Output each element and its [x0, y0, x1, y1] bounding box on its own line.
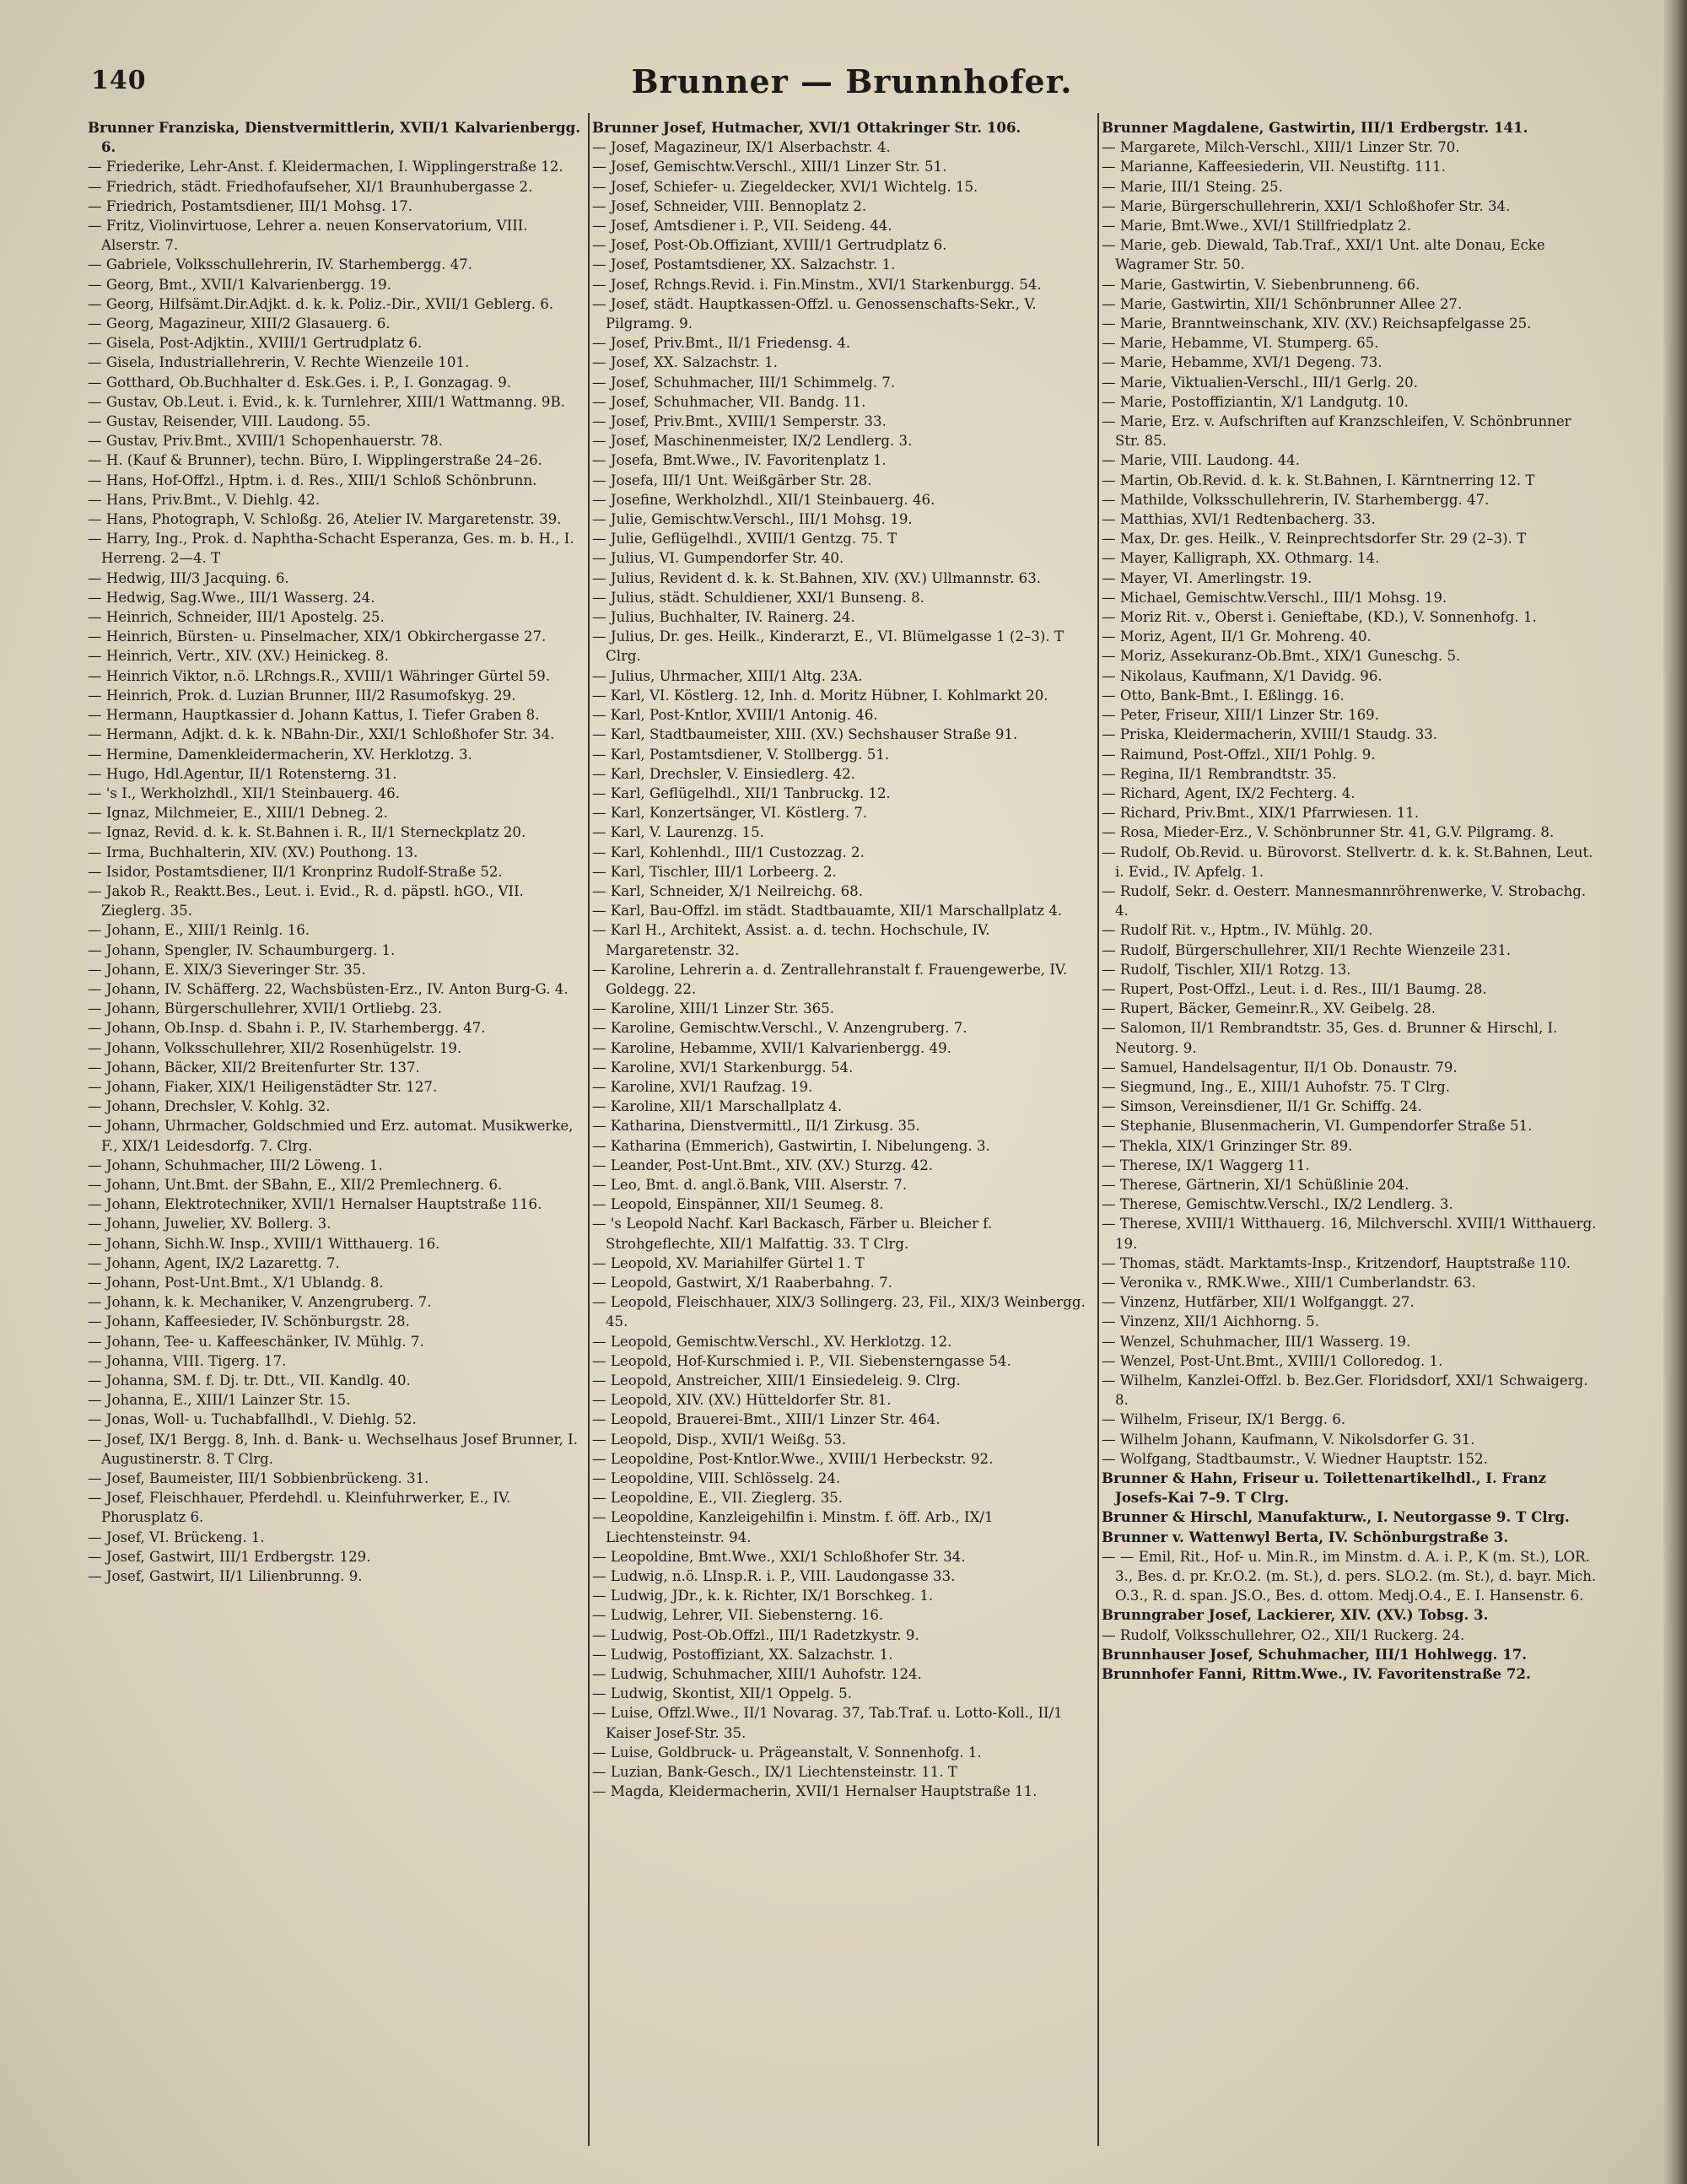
directory-entry: — Josef, Schuhmacher, VII. Bandg. 11.	[592, 393, 866, 410]
directory-entry: — Josef, IX/1 Bergg. 8, Inh. d. Bank- u. Wechselhaus Josef Brunner, I. Augustinerstr. 8. T Clrg.	[88, 1431, 578, 1467]
directory-column-3	[1102, 118, 1598, 2151]
directory-entry: — Johann, Spengler, IV. Schaumburgerg. 1.	[88, 941, 396, 958]
directory-entry: — Leopold, Disp., XVII/1 Weißg. 53.	[592, 1431, 847, 1448]
directory-entry: — Hermann, Hauptkassier d. Johann Kattus, I. Tiefer Graben 8.	[88, 707, 540, 724]
directory-entry: — Karl, Postamtsdiener, V. Stollbergg. 51.	[592, 746, 890, 763]
directory-entry: — Karoline, XVI/1 Raufzag. 19.	[592, 1078, 813, 1095]
directory-entry: — Harry, Ing., Prok. d. Naphtha-Schacht Esperanza, Ges. m. b. H., I. Herreng. 2—4. T	[88, 531, 574, 567]
directory-entry: — Johann, Elektrotechniker, XVII/1 Hernalser Hauptstraße 116.	[88, 1196, 542, 1213]
directory-entry: Brunnhauser Josef, Schuhmacher, III/1 Hohlwegg. 17.	[1102, 1645, 1528, 1663]
directory-entry: — Salomon, II/1 Rembrandtstr. 35, Ges. d. Brunner & Hirschl, I. Neutorg. 9.	[1102, 1020, 1558, 1056]
directory-entry: — Julius, städt. Schuldiener, XXI/1 Bunseng. 8.	[592, 589, 924, 606]
directory-entry: — Hermine, Damenkleidermacherin, XV. Herklotzg. 3.	[88, 746, 472, 763]
directory-entry: — Hedwig, III/3 Jacquing. 6.	[88, 569, 289, 586]
directory-entry: — Josef, Priv.Bmt., II/1 Friedensg. 4.	[592, 335, 851, 352]
directory-entry: — Josef, Schiefer- u. Ziegeldecker, XVI/1 Wichtelg. 15.	[592, 178, 978, 195]
directory-entry: — Josef, Magazineur, IX/1 Alserbachstr. 4.	[592, 139, 891, 156]
directory-entry: — Wilhelm, Friseur, IX/1 Bergg. 6.	[1102, 1411, 1346, 1428]
directory-entry: — H. (Kauf & Brunner), techn. Büro, I. Wipplingerstraße 24–26.	[88, 452, 542, 469]
directory-entry: — Josef, Schneider, VIII. Bennoplatz 2.	[592, 197, 867, 214]
directory-entry: Brunner Josef, Hutmacher, XVI/1 Ottakringer Str. 106.	[592, 119, 1021, 136]
directory-entry: — Therese, IX/1 Waggerg 11.	[1102, 1157, 1310, 1173]
directory-entry: — Rosa, Mieder-Erz., V. Schönbrunner Str. 41, G.V. Pilgramg. 8.	[1102, 824, 1555, 841]
directory-entry: — Magda, Kleidermacherin, XVII/1 Hernalser Hauptstraße 11.	[592, 1783, 1038, 1800]
directory-entry: — Georg, Bmt., XVII/1 Kalvarienbergg. 19.	[88, 276, 391, 293]
directory-entry: — Moriz, Agent, II/1 Gr. Mohreng. 40.	[1102, 628, 1372, 645]
directory-entry: — Simson, Vereinsdiener, II/1 Gr. Schiffg. 24.	[1102, 1098, 1422, 1115]
directory-entry: — Julius, Revident d. k. k. St.Bahnen, XIV. (XV.) Ullmannstr. 63.	[592, 569, 1042, 586]
directory-entry: — Julius, VI. Gumpendorfer Str. 40.	[592, 550, 844, 567]
directory-entry: — Johann, Tee- u. Kaffeeschänker, IV. Mühlg. 7.	[88, 1333, 424, 1350]
directory-entry: — Vinzenz, XII/1 Aichhorng. 5.	[1102, 1313, 1320, 1330]
directory-entry: — Ludwig, n.ö. LInsp.R. i. P., VIII. Laudongasse 33.	[592, 1568, 956, 1585]
directory-entry: — Karl, Stadtbaumeister, XIII. (XV.) Sechshauser Straße 91.	[592, 726, 1018, 743]
directory-entry: — Johann, Unt.Bmt. der SBahn, E., XII/2 Premlechnerg. 6.	[88, 1176, 503, 1193]
directory-entry: — Luzian, Bank-Gesch., IX/1 Liechtensteinstr. 11. T	[592, 1764, 957, 1781]
directory-entry: — Ludwig, Skontist, XII/1 Oppelg. 5.	[592, 1685, 853, 1702]
directory-entry: — Isidor, Postamtsdiener, II/1 Kronprinz Rudolf-Straße 52.	[88, 863, 503, 880]
directory-entry: — Karoline, XII/1 Marschallplatz 4.	[592, 1098, 843, 1115]
directory-entry: — Rudolf, Volksschullehrer, O2., XII/1 Ruckerg. 24.	[1102, 1626, 1465, 1643]
directory-entry: — Gustav, Priv.Bmt., XVIII/1 Schopenhauerstr. 78.	[88, 433, 443, 450]
directory-entry: — Johann, Juwelier, XV. Bollerg. 3.	[88, 1216, 331, 1232]
directory-entry: — Johann, Sichh.W. Insp., XVIII/1 Witthauerg. 16.	[88, 1235, 440, 1252]
directory-entry: — Therese, XVIII/1 Witthauerg. 16, Milchverschl. XVIII/1 Witthauerg. 19.	[1102, 1216, 1597, 1252]
directory-entry: — Leopold, Fleischhauer, XIX/3 Sollingerg. 23, Fil., XIX/3 Weinbergg. 45.	[592, 1294, 1086, 1330]
directory-entry: — Friedrich, städt. Friedhofaufseher, XI/1 Braunhubergasse 2.	[88, 178, 533, 195]
directory-entry: — Karl, Kohlenhdl., III/1 Custozzag. 2.	[592, 844, 865, 860]
directory-entry: — Johann, E. XIX/3 Sieveringer Str. 35.	[88, 961, 366, 978]
directory-entry: — Karl, Tischler, III/1 Lorbeerg. 2.	[592, 863, 837, 880]
directory-entry: — Hans, Priv.Bmt., V. Diehlg. 42.	[88, 491, 321, 508]
directory-entry: — Julius, Uhrmacher, XIII/1 Altg. 23A.	[592, 667, 863, 684]
directory-entry: — Josef, Gemischtw.Verschl., XIII/1 Linzer Str. 51.	[592, 159, 947, 175]
directory-entry: — Friederike, Lehr-Anst. f. Kleidermachen, I. Wipplingerstraße 12.	[88, 159, 563, 175]
directory-entry: — Mathilde, Volksschullehrerin, IV. Starhembergg. 47.	[1102, 491, 1490, 508]
directory-entry: — Johanna, VIII. Tigerg. 17.	[88, 1352, 287, 1369]
directory-entry: — Leopold, Hof-Kurschmied i. P., VII. Siebensterngasse 54.	[592, 1352, 1011, 1369]
directory-entry: — Josef, Baumeister, III/1 Sobbienbrückeng. 31.	[88, 1470, 429, 1487]
column-rule	[588, 113, 590, 2146]
directory-entry: — Karoline, Gemischtw.Verschl., V. Anzengruberg. 7.	[592, 1020, 967, 1037]
directory-entry: — Josef, Amtsdiener i. P., VII. Seideng. 44.	[592, 218, 892, 235]
directory-entry: — Karoline, XIII/1 Linzer Str. 365.	[592, 1000, 835, 1017]
directory-entry: — Peter, Friseur, XIII/1 Linzer Str. 169.	[1102, 707, 1380, 724]
directory-entry: — Hans, Photograph, V. Schloßg. 26, Atelier IV. Margaretenstr. 39.	[88, 511, 562, 528]
directory-entry: — Johann, Schuhmacher, III/2 Löweng. 1.	[88, 1157, 383, 1173]
directory-entry: — Rudolf, Sekr. d. Oesterr. Mannesmannröhrenwerke, V. Strobachg. 4.	[1102, 882, 1587, 919]
directory-entry: — Marie, Gastwirtin, V. Siebenbrunneng. 66.	[1102, 276, 1420, 293]
directory-entry: — Thekla, XIX/1 Grinzinger Str. 89.	[1102, 1137, 1353, 1154]
directory-entry: — Johann, Ob.Insp. d. Sbahn i. P., IV. Starhembergg. 47.	[88, 1020, 486, 1037]
directory-entry: — Katharina (Emmerich), Gastwirtin, I. Nibelungeng. 3.	[592, 1137, 990, 1154]
directory-entry: — Marie, Branntweinschank, XIV. (XV.) Reichsapfelgasse 25.	[1102, 315, 1532, 332]
directory-entry: — Nikolaus, Kaufmann, X/1 Davidg. 96.	[1102, 667, 1382, 684]
directory-entry: — Leopold, XIV. (XV.) Hütteldorfer Str. 81.	[592, 1392, 892, 1409]
directory-entry: — Julius, Buchhalter, IV. Rainerg. 24.	[592, 609, 855, 626]
directory-entry: — — Emil, Rit., Hof- u. Min.R., im Minstm. d. A. i. P., K (m. St.), LOR. 3., Bes. d. pr. Kr.O.2. (m. St.), d. pers. SLO.2. (m. St.), d. bayr. Mich. O.3., R. d. span. JS.O., Bes. d. ottom. Medj.O.4., E. I. Hansenstr. 6.	[1102, 1548, 1597, 1604]
directory-entry: — Josefa, Bmt.Wwe., IV. Favoritenplatz 1.	[592, 452, 887, 469]
directory-entry: — Max, Dr. ges. Heilk., V. Reinprechtsdorfer Str. 29 (2–3). T	[1102, 531, 1527, 547]
directory-column-1	[88, 118, 584, 2151]
directory-entry: — Rudolf, Tischler, XII/1 Rotzg. 13.	[1102, 961, 1351, 978]
directory-entry: — Karoline, XVI/1 Starkenburgg. 54.	[592, 1059, 854, 1076]
directory-entry: — Stephanie, Blusenmacherin, VI. Gumpendorfer Straße 51.	[1102, 1118, 1533, 1135]
directory-entry: — Friedrich, Postamtsdiener, III/1 Mohsg. 17.	[88, 197, 413, 214]
directory-entry: — Regina, II/1 Rembrandtstr. 35.	[1102, 765, 1337, 782]
directory-entry: — Wolfgang, Stadtbaumstr., V. Wiedner Hauptstr. 152.	[1102, 1450, 1488, 1467]
directory-entry: — Gisela, Industriallehrerin, V. Rechte Wienzeile 101.	[88, 354, 470, 371]
directory-entry: — Georg, Magazineur, XIII/2 Glasauerg. 6.	[88, 315, 391, 332]
directory-entry: — Leander, Post-Unt.Bmt., XIV. (XV.) Sturzg. 42.	[592, 1157, 934, 1173]
directory-entry: — Ludwig, JDr., k. k. Richter, IX/1 Borschkeg. 1.	[592, 1588, 934, 1604]
directory-entry: Brunner & Hahn, Friseur u. Toilettenartikelhdl., I. Franz Josefs-Kai 7–9. T Clrg.	[1102, 1469, 1547, 1507]
directory-entry: — Luise, Goldbruck- u. Prägeanstalt, V. Sonnenhofg. 1.	[592, 1744, 982, 1761]
directory-entry: — Heinrich Viktor, n.ö. LRchngs.R., XVIII/1 Währinger Gürtel 59.	[88, 667, 551, 684]
directory-entry: — Ignaz, Revid. d. k. k. St.Bahnen i. R., II/1 Sterneckplatz 20.	[88, 824, 526, 841]
directory-entry: — Moriz, Assekuranz-Ob.Bmt., XIX/1 Guneschg. 5.	[1102, 648, 1461, 665]
directory-entry: — Leopold, Gemischtw.Verschl., XV. Herklotzg. 12.	[592, 1333, 952, 1350]
directory-entry: — Karoline, Hebamme, XVII/1 Kalvarienbergg. 49.	[592, 1039, 951, 1056]
directory-entry: — Leopoldine, VIII. Schlösselg. 24.	[592, 1470, 841, 1487]
directory-entry: — Leopold, Anstreicher, XIII/1 Einsiedeleig. 9. Clrg.	[592, 1372, 961, 1389]
directory-entry: — Ignaz, Milchmeier, E., XIII/1 Debneg. 2.	[88, 805, 388, 822]
directory-entry: — 's I., Werkholzhdl., XII/1 Steinbauerg. 46.	[88, 785, 400, 801]
directory-entry: — Hermann, Adjkt. d. k. k. NBahn-Dir., XXI/1 Schloßhofer Str. 34.	[88, 726, 555, 743]
directory-entry: — Wenzel, Post-Unt.Bmt., XVIII/1 Colloredog. 1.	[1102, 1352, 1443, 1369]
directory-entry: — Karl, VI. Köstlerg. 12, Inh. d. Moritz Hübner, I. Kohlmarkt 20.	[592, 687, 1048, 704]
directory-entry: — Leopoldine, Post-Kntlor.Wwe., XVIII/1 Herbeckstr. 92.	[592, 1450, 994, 1467]
directory-entry: — Johann, Bäcker, XII/2 Breitenfurter Str. 137.	[88, 1059, 420, 1076]
directory-entry: — Rupert, Bäcker, Gemeinr.R., XV. Geibelg. 28.	[1102, 1000, 1436, 1017]
directory-entry: — Heinrich, Bürsten- u. Pinselmacher, XIX/1 Obkirchergasse 27.	[88, 628, 547, 645]
directory-column-2	[592, 118, 1095, 2151]
directory-entry: — Rudolf, Bürgerschullehrer, XII/1 Rechte Wienzeile 231.	[1102, 941, 1512, 958]
directory-entry: — Marie, Hebamme, XVI/1 Degeng. 73.	[1102, 354, 1382, 371]
directory-entry: — Hugo, Hdl.Agentur, II/1 Rotensterng. 31.	[88, 765, 397, 782]
directory-entry: — Martin, Ob.Revid. d. k. k. St.Bahnen, I. Kärntnerring 12. T	[1102, 472, 1535, 488]
directory-entry: — Jakob R., Reaktt.Bes., Leut. i. Evid., R. d. päpstl. hGO., VII. Zieglerg. 35.	[88, 882, 524, 919]
directory-entry: — Karl, Drechsler, V. Einsiedlerg. 42.	[592, 765, 855, 782]
directory-entry: — Gisela, Post-Adjktin., XVIII/1 Gertrudplatz 6.	[88, 335, 423, 352]
directory-entry: — Josef, Fleischhauer, Pferdehdl. u. Kleinfuhrwerker, E., IV. Phorusplatz 6.	[88, 1490, 511, 1526]
directory-entry: — Marie, Gastwirtin, XII/1 Schönbrunner Allee 27.	[1102, 295, 1463, 312]
directory-entry: Brunner Franziska, Dienstvermittlerin, XVII/1 Kalvarienbergg. 6.	[88, 119, 581, 156]
directory-entry: — Marie, geb. Diewald, Tab.Traf., XXI/1 Unt. alte Donau, Ecke Wagramer Str. 50.	[1102, 237, 1545, 273]
directory-entry: — Leopold, Einspänner, XII/1 Seumeg. 8.	[592, 1196, 884, 1213]
directory-entry: — Leopoldine, E., VII. Zieglerg. 35.	[592, 1490, 844, 1507]
directory-entry: — Thomas, städt. Marktamts-Insp., Kritzendorf, Hauptstraße 110.	[1102, 1254, 1571, 1271]
directory-entry: — Rudolf, Ob.Revid. u. Bürovorst. Stellvertr. d. k. k. St.Bahnen, Leut. i. Evid., IV. Apfelg. 1.	[1102, 844, 1593, 880]
directory-entry: — Wenzel, Schuhmacher, III/1 Wasserg. 19.	[1102, 1333, 1411, 1350]
directory-entry: — Josef, VI. Brückeng. 1.	[88, 1529, 265, 1545]
directory-entry: — Vinzenz, Hutfärber, XII/1 Wolfganggt. 27.	[1102, 1294, 1415, 1311]
directory-entry: — Johann, Volksschullehrer, XII/2 Rosenhügelstr. 19.	[88, 1039, 462, 1056]
directory-entry: — Marie, Erz. v. Aufschriften auf Kranzschleifen, V. Schönbrunner Str. 85.	[1102, 413, 1571, 450]
directory-entry: — Moriz Rit. v., Oberst i. Genieftabe, (KD.), V. Sonnenhofg. 1.	[1102, 609, 1537, 626]
directory-entry: — Michael, Gemischtw.Verschl., III/1 Mohsg. 19.	[1102, 589, 1447, 606]
directory-entry: — Leopoldine, Bmt.Wwe., XXI/1 Schloßhofer Str. 34.	[592, 1548, 966, 1565]
directory-entry: — Heinrich, Vertr., XIV. (XV.) Heinickeg. 8.	[88, 648, 389, 665]
directory-entry: — Rupert, Post-Offzl., Leut. i. d. Res., III/1 Baumg. 28.	[1102, 980, 1487, 997]
directory-entry: — Josef, Gastwirt, III/1 Erdbergstr. 129.	[88, 1548, 371, 1565]
directory-entry: — Wilhelm Johann, Kaufmann, V. Nikolsdorfer G. 31.	[1102, 1431, 1475, 1448]
directory-entry: — Marie, Postoffiziantin, X/1 Landgutg. 10.	[1102, 393, 1409, 410]
directory-entry: — Johann, Kaffeesieder, IV. Schönburgstr. 28.	[88, 1313, 410, 1330]
directory-entry: — Jonas, Woll- u. Tuchabfallhdl., V. Diehlg. 52.	[88, 1411, 417, 1428]
directory-entry: — Leopoldine, Kanzleigehilfin i. Minstm. f. öff. Arb., IX/1 Liechtensteinstr. 94.	[592, 1509, 994, 1545]
directory-entry: — Marie, VIII. Laudong. 44.	[1102, 452, 1301, 469]
directory-entry: — Veronika v., RMK.Wwe., XIII/1 Cumberlandstr. 63.	[1102, 1274, 1476, 1291]
running-head: Brunner — Brunnhofer.	[631, 62, 1073, 100]
directory-entry: — Leopold, Gastwirt, X/1 Raaberbahng. 7.	[592, 1274, 892, 1291]
directory-entry: — Johann, k. k. Mechaniker, V. Anzengruberg. 7.	[88, 1294, 432, 1311]
directory-entry: — Priska, Kleidermacherin, XVIII/1 Staudg. 33.	[1102, 726, 1438, 743]
directory-entry: — Leo, Bmt. d. angl.ö.Bank, VIII. Alserstr. 7.	[592, 1176, 908, 1193]
directory-entry: — Marianne, Kaffeesiederin, VII. Neustiftg. 111.	[1102, 159, 1446, 175]
directory-entry: — Matthias, XVI/1 Redtenbacherg. 33.	[1102, 511, 1376, 528]
directory-entry: — Ludwig, Lehrer, VII. Siebensterng. 16.	[592, 1607, 884, 1624]
directory-entry: — Wilhelm, Kanzlei-Offzl. b. Bez.Ger. Floridsdorf, XXI/1 Schwaigerg. 8.	[1102, 1372, 1588, 1409]
directory-entry: — Julius, Dr. ges. Heilk., Kinderarzt, E., VI. Blümelgasse 1 (2–3). T Clrg.	[592, 628, 1064, 665]
directory-entry: — Margarete, Milch-Verschl., XIII/1 Linzer Str. 70.	[1102, 139, 1460, 156]
directory-entry: — Fritz, Violinvirtuose, Lehrer a. neuen Konservatorium, VIII. Alserstr. 7.	[88, 218, 528, 254]
directory-entry: — Marie, Hebamme, VI. Stumperg. 65.	[1102, 335, 1379, 352]
directory-entry: — Mayer, Kalligraph, XX. Othmarg. 14.	[1102, 550, 1380, 567]
directory-entry: — Heinrich, Schneider, III/1 Apostelg. 25.	[88, 609, 385, 626]
directory-entry: Brunner Magdalene, Gastwirtin, III/1 Erdbergstr. 141.	[1102, 119, 1528, 136]
directory-entry: — Johanna, E., XIII/1 Lainzer Str. 15.	[88, 1392, 351, 1409]
directory-entry: — Johann, Fiaker, XIX/1 Heiligenstädter Str. 127.	[88, 1078, 438, 1095]
directory-entry: — Josef, Post-Ob.Offiziant, XVIII/1 Gertrudplatz 6.	[592, 237, 947, 254]
directory-entry: — Josef, Postamtsdiener, XX. Salzachstr. 1.	[592, 256, 896, 273]
directory-entry: — Josef, Maschinenmeister, IX/2 Lendlerg. 3.	[592, 433, 913, 450]
directory-entry: — Hans, Hof-Offzl., Hptm. i. d. Res., XIII/1 Schloß Schönbrunn.	[88, 472, 537, 488]
directory-entry: — Raimund, Post-Offzl., XII/1 Pohlg. 9.	[1102, 746, 1376, 763]
directory-entry: Brunner v. Wattenwyl Berta, IV. Schönburgstraße 3.	[1102, 1528, 1509, 1545]
directory-entry: — Johann, Bürgerschullehrer, XVII/1 Ortliebg. 23.	[88, 1000, 443, 1017]
directory-entry: — Luise, Offzl.Wwe., II/1 Novarag. 37, Tab.Traf. u. Lotto-Koll., II/1 Kaiser Josef-Str. 35.	[592, 1705, 1063, 1741]
directory-entry: — Karl, Bau-Offzl. im städt. Stadtbauamte, XII/1 Marschallplatz 4.	[592, 903, 1063, 919]
directory-entry: — Samuel, Handelsagentur, II/1 Ob. Donaustr. 79.	[1102, 1059, 1458, 1076]
directory-entry: — Ludwig, Postoffiziant, XX. Salzachstr. 1.	[592, 1646, 893, 1663]
directory-entry: — Therese, Gemischtw.Verschl., IX/2 Lendlerg. 3.	[1102, 1196, 1453, 1213]
directory-entry: — Josefa, III/1 Unt. Weißgärber Str. 28.	[592, 472, 872, 488]
directory-entry: — Gustav, Reisender, VIII. Laudong. 55.	[88, 413, 371, 430]
directory-entry: — Johanna, SM. f. Dj. tr. Dtt., VII. Kandlg. 40.	[88, 1372, 411, 1389]
page-edge-shadow	[1663, 0, 1687, 2184]
directory-entry: — Johann, E., XIII/1 Reinlg. 16.	[88, 922, 310, 939]
directory-entry: — Gotthard, Ob.Buchhalter d. Esk.Ges. i. P., I. Gonzagag. 9.	[88, 374, 512, 391]
directory-entry: — 's Leopold Nachf. Karl Backasch, Färber u. Bleicher f. Strohgeflechte, XII/1 Malfattig. 33. T Clrg.	[592, 1216, 993, 1252]
directory-entry: — Josef, städt. Hauptkassen-Offzl. u. Genossenschafts-Sekr., V. Pilgramg. 9.	[592, 295, 1037, 332]
directory-entry: — Julie, Gemischtw.Verschl., III/1 Mohsg. 19.	[592, 511, 913, 528]
directory-entry: — Karoline, Lehrerin a. d. Zentrallehranstalt f. Frauengewerbe, IV. Goldegg. 22.	[592, 961, 1068, 997]
directory-entry: — Karl, Schneider, X/1 Neilreichg. 68.	[592, 882, 864, 899]
directory-entry: — Heinrich, Prok. d. Luzian Brunner, III/2 Rasumofskyg. 29.	[88, 687, 516, 704]
directory-entry: Brunner & Hirschl, Manufakturw., I. Neutorgasse 9. T Clrg.	[1102, 1508, 1570, 1526]
directory-entry: — Mayer, VI. Amerlingstr. 19.	[1102, 569, 1312, 586]
directory-entry: — Richard, Priv.Bmt., XIX/1 Pfarrwiesen. 11.	[1102, 805, 1420, 822]
directory-entry: — Julie, Geflügelhdl., XVIII/1 Gentzg. 75. T	[592, 531, 897, 547]
directory-entry: — Johann, Uhrmacher, Goldschmied und Erz. automat. Musikwerke, F., XIX/1 Leidesdorfg. 7. Clrg.	[88, 1118, 574, 1154]
directory-entry: — Marie, Bmt.Wwe., XVI/1 Stillfriedplatz 2.	[1102, 218, 1412, 235]
directory-entry: — Johann, Drechsler, V. Kohlg. 32.	[88, 1098, 331, 1115]
directory-entry: — Ludwig, Post-Ob.Offzl., III/1 Radetzkystr. 9.	[592, 1626, 919, 1643]
directory-entry: — Johann, Post-Unt.Bmt., X/1 Ublandg. 8.	[88, 1274, 384, 1291]
directory-entry: — Gustav, Ob.Leut. i. Evid., k. k. Turnlehrer, XIII/1 Wattmanng. 9B.	[88, 393, 565, 410]
directory-entry: — Otto, Bank-Bmt., I. Eßlingg. 16.	[1102, 687, 1345, 704]
directory-entry: — Josefine, Werkholzhdl., XII/1 Steinbauerg. 46.	[592, 491, 935, 508]
directory-entry: — Katharina, Dienstvermittl., II/1 Zirkusg. 35.	[592, 1118, 920, 1135]
directory-entry: — Karl, Geflügelhdl., XII/1 Tanbruckg. 12.	[592, 785, 891, 801]
directory-entry: — Marie, III/1 Steing. 25.	[1102, 178, 1283, 195]
directory-entry: — Richard, Agent, IX/2 Fechterg. 4.	[1102, 785, 1356, 801]
directory-entry: Brunngraber Josef, Lackierer, XIV. (XV.) Tobsg. 3.	[1102, 1606, 1489, 1624]
directory-entry: — Irma, Buchhalterin, XIV. (XV.) Pouthong. 13.	[88, 844, 418, 860]
directory-entry: — Karl, Konzertsänger, VI. Köstlerg. 7.	[592, 805, 868, 822]
directory-entry: — Johann, Agent, IX/2 Lazarettg. 7.	[88, 1254, 340, 1271]
directory-entry: — Josef, Rchngs.Revid. i. Fin.Minstm., XVI/1 Starkenburgg. 54.	[592, 276, 1042, 293]
page-number: 140	[91, 66, 147, 95]
directory-entry: — Hedwig, Sag.Wwe., III/1 Wasserg. 24.	[88, 589, 375, 606]
directory-entry: — Marie, Viktualien-Verschl., III/1 Gerlg. 20.	[1102, 374, 1418, 391]
directory-entry: — Marie, Bürgerschullehrerin, XXI/1 Schloßhofer Str. 34.	[1102, 197, 1511, 214]
directory-entry: — Johann, IV. Schäfferg. 22, Wachsbüsten-Erz., IV. Anton Burg-G. 4.	[88, 980, 569, 997]
directory-entry: Brunnhofer Fanni, Rittm.Wwe., IV. Favoritenstraße 72.	[1102, 1665, 1531, 1683]
directory-entry: — Therese, Gärtnerin, XI/1 Schüßlinie 204.	[1102, 1176, 1409, 1193]
directory-entry: — Karl H., Architekt, Assist. a. d. techn. Hochschule, IV. Margaretenstr. 32.	[592, 922, 990, 958]
directory-entry: — Josef, XX. Salzachstr. 1.	[592, 354, 778, 371]
directory-entry: — Leopold, XV. Mariahilfer Gürtel 1. T	[592, 1254, 865, 1271]
directory-entry: — Gabriele, Volksschullehrerin, IV. Starhembergg. 47.	[88, 256, 473, 273]
directory-entry: — Josef, Priv.Bmt., XVIII/1 Semperstr. 33.	[592, 413, 887, 430]
directory-entry: — Siegmund, Ing., E., XIII/1 Auhofstr. 75. T Clrg.	[1102, 1078, 1450, 1095]
directory-entry: — Rudolf Rit. v., Hptm., IV. Mühlg. 20.	[1102, 922, 1373, 939]
directory-entry: — Josef, Gastwirt, II/1 Lilienbrunng. 9.	[88, 1568, 363, 1585]
directory-entry: — Karl, Post-Kntlor, XVIII/1 Antonig. 46.	[592, 707, 878, 724]
column-rule	[1097, 113, 1099, 2146]
directory-entry: — Leopold, Brauerei-Bmt., XIII/1 Linzer Str. 464.	[592, 1411, 941, 1428]
directory-entry: — Karl, V. Laurenzg. 15.	[592, 824, 764, 841]
directory-entry: — Ludwig, Schuhmacher, XIII/1 Auhofstr. 124.	[592, 1666, 922, 1683]
directory-entry: — Josef, Schuhmacher, III/1 Schimmelg. 7.	[592, 374, 896, 391]
directory-entry: — Georg, Hilfsämt.Dir.Adjkt. d. k. k. Poliz.-Dir., XVII/1 Geblerg. 6.	[88, 295, 554, 312]
